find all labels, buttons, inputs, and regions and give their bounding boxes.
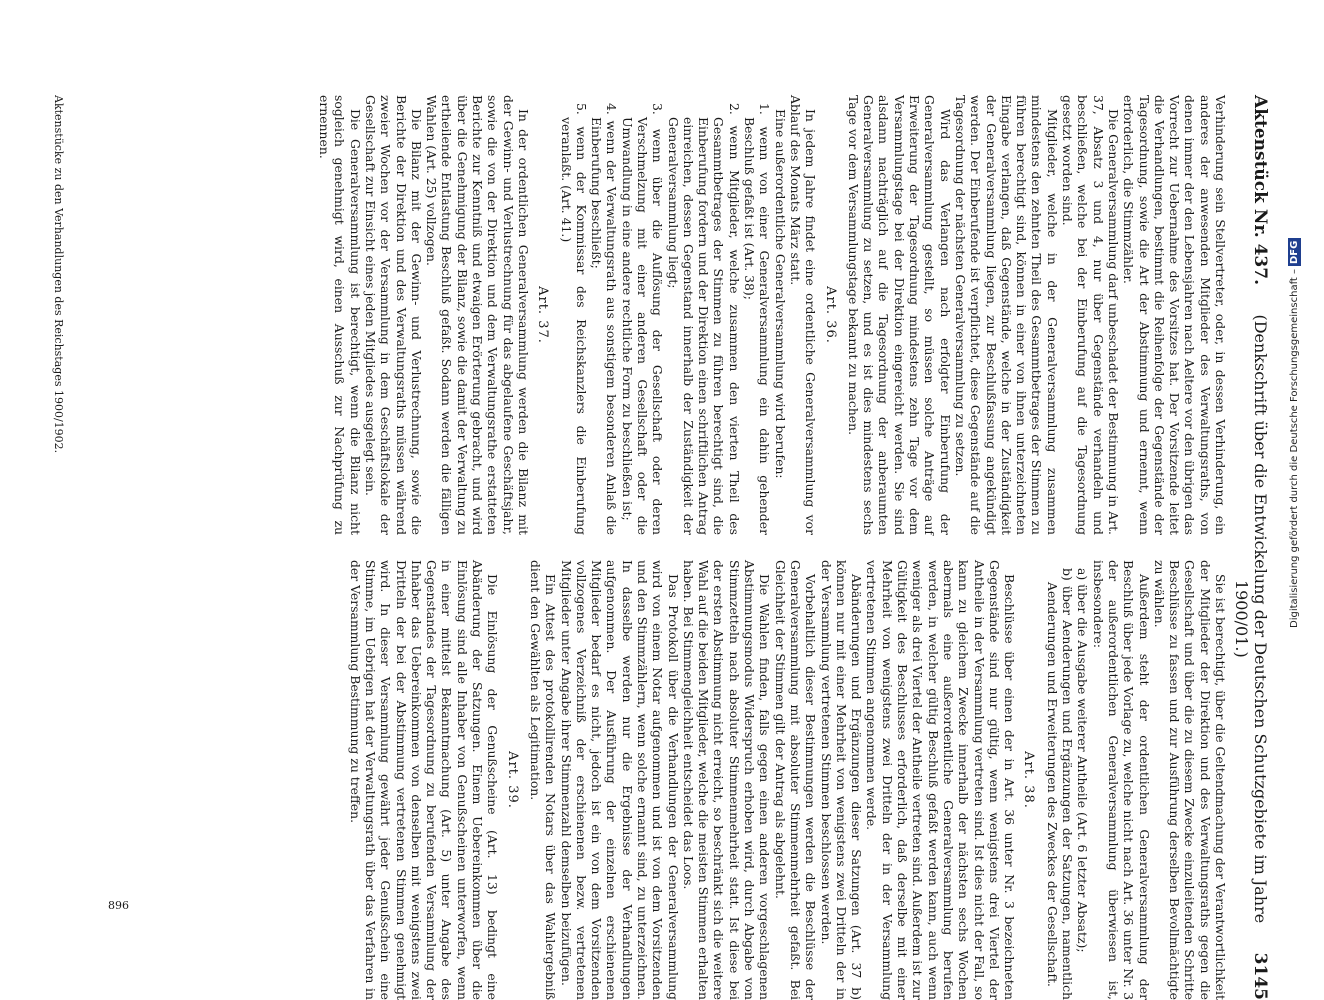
sheet-number: 896 (108, 899, 129, 912)
list-item: 2. wenn Mitglieder, welche zusammen den vierten Theil des Gesammtbetrages der Stimmen zu führen berechtigt sind, die Einberufung fordern und der Direktion einen schriftlichen Antrag einreichen, dessen Gegenstand innerhalb der Zuständigkeit der Generalversammlung liegt; (665, 103, 742, 535)
paragraph: Sie ist berechtigt, über die Geltendmachung der Verantwortlichkeit der Mitglieder der Direktion und des Verwaltungsraths gegen die Gesellschaft und über die zu diesem Zwecke einzuleitenden Schritte Beschlüsse zu fassen und zur Ausführung derselben Bevollmächtigte zu wählen. (1151, 560, 1228, 1000)
paragraph: Außerdem steht der ordentlichen Generalversammlung der Beschluß über jede Vorlage zu, welche nicht nach Art. 36 unter Nr. 3 der außerordentlichen Generalversammlung überwiesen ist, insbesondere: (1090, 560, 1152, 1000)
rotated-document-page (50, 95, 1270, 1000)
article-heading: Art. 39. (504, 751, 520, 809)
article-heading: Art. 38. (1021, 751, 1037, 809)
paragraph: Ein Attest des protokollirenden Notars über das Wahlergebniß dient den Gewählten als Legitimation. (527, 560, 559, 1000)
right-column (347, 560, 1228, 1000)
paragraph: In jedem Jahre findet eine ordentliche Generalversammlung vor Ablauf des Monats März statt. (787, 95, 819, 535)
paragraph: Die Einlösung der Genußscheine (Art. 13) bedingt eine Abänderung der Satzungen. Einem Uebereinkommen über die Einlösung sind alle Inhaber von Genußscheinen unterworfen, wenn in einer mittelst Bekanntmachung (Art. 5) unter Angabe des Gegenstandes der Tagesordnung zu berufenden Versammlung der Inhaber das Uebereinkommen von denselben mit wenigstens zwei Dritteln der bei der Abstimmung vertretenen Stimmen genehmigt wird. In dieser Versammlung gewährt jeder Genußschein eine Stimme, im Uebrigen hat der Verwaltungsrath über das Verfahren in der Versammlung Bestimmung zu treffen. (347, 560, 501, 1000)
paragraph: Die Wahlen finden, falls gegen einen anderen vorgeschlagenen Abstimmungsmodus Widerspruch erhoben wird, durch Abgabe von Stimmzetteln nach absoluter Stimmenmehrheit statt. Ist diese bei der ersten Abstimmung nicht erreicht, so beschränkt sich die weitere Wahl auf die beiden Mitglieder, welche die meisten Stimmen erhalten haben. Bei Stimmengleichheit entscheidet das Loos. (680, 560, 773, 1000)
left-column (317, 95, 1228, 535)
list-item: 4. wenn der Verwaltungsrath aus sonstigem besonderen Anlaß die Einberufung beschließt; (589, 103, 620, 535)
page-header (1232, 95, 1270, 1000)
article-heading: Art. 37. (535, 286, 551, 344)
paragraph: Die Generalversammlung darf unbeschadet der Bestimmung in Art. 37, Absatz 3 und 4, nur über Gegenstände verhandeln und beschließen, welche bei der Einberufung auf die Tagesordnung gesetzt worden sind. (1060, 95, 1121, 535)
paragraph: Vorbehaltlich dieser Bestimmungen werden die Beschlüsse der Generalversammlung mit absoluter Stimmenmehrheit gefaßt. Bei Gleichheit der Stimmen gilt der Antrag als abgelehnt. (772, 560, 819, 1000)
paragraph: Die Bilanz mit der Gewinn- und Verlustrechnung, sowie die Berichte der Direktion und des Verwaltungsraths müssen während zweier Wochen vor der Versammlung in dem Geschäftslokale der Gesellschaft zur Einsicht eines jeden Mitgliedes ausgelegt sein. (362, 95, 424, 535)
paragraph: Die Generalversammlung ist berechtigt, wenn die Bilanz nicht sogleich genehmigt wird, einen Ausschuß zur Nachprüfung zu ernennen. (317, 95, 363, 535)
list-item: a) über die Ausgabe weiterer Antheile (Art. 6 letzter Absatz); (1075, 568, 1091, 953)
list-item: 1. wenn von einer Generalversammlung ein dahin gehender Beschluß gefaßt ist (Art. 38); (742, 103, 773, 535)
header-document-number: Aktenstück Nr. 437. (1250, 95, 1270, 286)
paragraph: In der ordentlichen Generalversammlung werden die Bilanz mit der Gewinn- und Verlustrechnung für das abgelaufene Geschäftsjahr, sowie die von der Direktion und dem Verwaltungsrathe erstatteten Berichte zur Kenntniß und etwaigen Erörterung gebracht, und wird über die Genehmigung der Bilanz, sowie die damit der Verwaltung zu ertheilende Entlastung Beschluß gefaßt. Sodann werden die fälligen Wahlen (Art. 25) vollzogen. (424, 95, 531, 535)
paragraph: Das Protokoll über die Verhandlungen der Generalversammlung wird von einem Notar aufgenommen und ist von dem Vorsitzenden und den Stimmzählern, wenn solche ernannt sind, zu unterzeichnen. In dasselbe werden nur die Ergebnisse der Verhandlungen aufgenommen. Der Ausführung der einzelnen erschienenen Mitglieder bedarf es nicht, jedoch ist ein von dem Vorsitzenden vollzogenes Verzeichniß der erschienenen bezw. vertretenen Mitglieder unter Angabe ihrer Stimmenzahl demselben beizufügen. (558, 560, 681, 1000)
dfg-note-text: Digitalisierung gefördert durch die Deutsche Forschungsgemeinschaft – (1289, 268, 1300, 628)
dfg-logo: DFG (1289, 240, 1300, 264)
header-page-number: 3145 (1250, 952, 1270, 1000)
list-item: 3. wenn über die Auflösung der Gesellschaft oder deren Verschmelzung mit einer anderen Gesellschaft oder die Umwandlung in eine andere rechtliche Form zu beschließen ist; (619, 103, 666, 535)
paragraph: Beschlüsse über einen der in Art. 36 unter Nr. 3 bezeichneten Gegenstände sind nur gültig, wenn wenigstens drei Viertel der Antheile in der Versammlung vertreten sind. Ist dies nicht der Fall, so kann zu gleichem Zwecke innerhalb der nächsten sechs Wochen abermals eine außerordentliche Generalversammlung berufen werden, in welcher gültig Beschluß gefaßt werden kann, auch wenn weniger als drei Viertel der Antheile vertreten sind. Außerdem ist zur Gültigkeit des Beschlusses erforderlich, daß derselbe mit einer Mehrheit von wenigstens zwei Dritteln der in der Versammlung vertretenen Stimmen angenommen werde. (864, 560, 1018, 1000)
paragraph: Verhinderung sein Stellvertreter, oder, in dessen Verhinderung, ein anderes der anwesenden Mitglieder des Verwaltungsraths, von denen immer der den Lebensjahren nach Aeltere vor den übrigen das Vorrecht zur Uebernahme des Vorsitzes hat. Der Vorsitzende leitet die Verhandlungen, bestimmt die Reihenfolge der Gegenstände der Tagesordnung, sowie die Art der Abstimmung und ernennt, wenn erforderlich, die Stimmzähler. (1121, 95, 1228, 535)
header-title: (Denkschrift über die Entwickelung der Deutschen Schutzgebiete im Jahre 1900/01.) (1232, 314, 1270, 924)
paragraph: Wird das Verlangen nach erfolgter Einberufung der Generalversammlung gestellt, so müssen solche Anträge auf Erweiterung der Tagesordnung mindestens zehn Tage vor dem Versammlungstage bei der Direktion eingereicht werden. Sie sind alsdann nachträglich auf die Tagesordnung der anberaumten Generalversammlung zu setzen, und es ist dies mindestens sechs Tage vor dem Versammlungstage bekannt zu machen. (845, 95, 953, 535)
digitization-note (1288, 8, 1308, 628)
paragraph: Abänderungen und Ergänzungen dieser Satzungen (Art. 37 b) können nur mit einer Mehrheit von wenigstens zwei Dritteln der in der Versammlung vertretenen Stimmen beschlossen werden. (818, 560, 865, 1000)
paragraph: Eine außerordentliche Generalversammlung wird berufen: (772, 109, 788, 479)
footer-note: Aktenstücke zu den Verhandlungen des Reichstages 1900/1902. (52, 95, 65, 454)
article-heading: Art. 36. (822, 286, 838, 344)
paragraph: Mitglieder, welche in der Generalversammlung zusammen mindestens den zehnten Theil des Gesammtbetrages der Stimmen zu führen berechtigt sind, können in einer von ihnen unterzeichneten Eingabe verlangen, daß Gegenstände, welche in der Zuständigkeit der Generalversammlung liegen, zur Beschlußfassung angekündigt werden. Der Einberufende ist verpflichtet, diese Gegenstände auf die Tagesordnung der nächsten Generalversammlung zu setzen. (952, 95, 1060, 535)
list-item: 5. wenn der Kommissar des Reichskanzlers die Einberufung veranlaßt. (Art. 41.) (558, 103, 589, 535)
list-item: b) über Aenderungen und Ergänzungen der Satzungen, namentlich Aenderungen und Erweiterungen des Zweckes der Gesellschaft. (1044, 568, 1076, 1000)
